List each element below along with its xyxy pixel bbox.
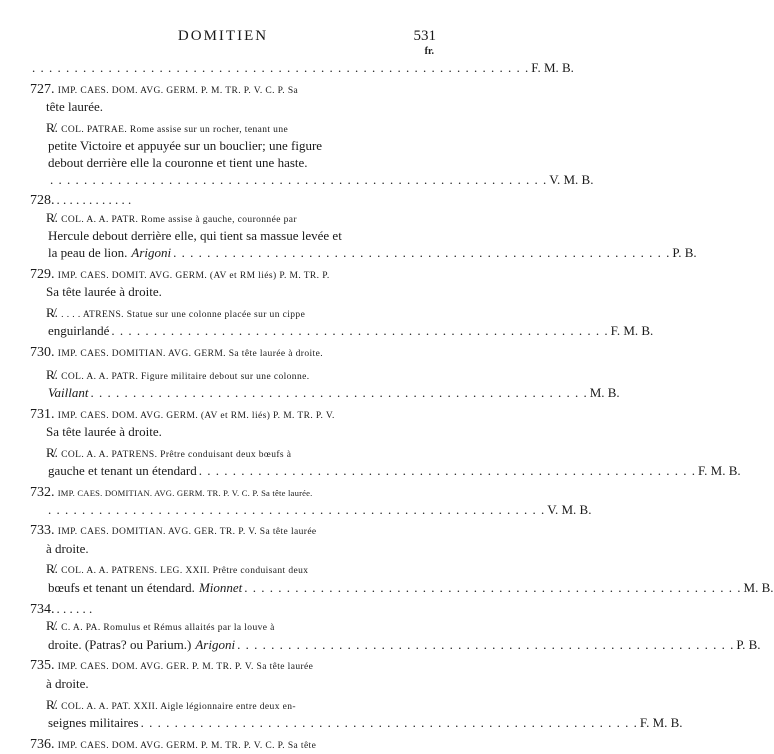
rating-line [30, 501, 592, 519]
reverse-mark: R̸. [46, 561, 58, 577]
rating-line [30, 171, 594, 189]
rating: F. M. B. [531, 60, 574, 75]
obverse-legend: IMP. CAES. DOMITIAN. AVG. GER. TR. P. V. Sa tête laurée [57, 527, 317, 538]
dot-leader [32, 60, 529, 77]
entry-number: 733. [30, 523, 55, 539]
page-title: DOMITIEN [177, 28, 269, 44]
rating-line [30, 636, 761, 654]
entry-727-obverse [30, 81, 402, 100]
page-number: 531 [413, 28, 436, 44]
obverse-legend: IMP. CAES. DOM. AVG. GER. P. M. TR. P. V. Sa tête laurée [57, 662, 314, 673]
dot-leader [244, 580, 741, 597]
reverse-mark: R̸. [46, 119, 58, 135]
entry-730-reverse [30, 367, 402, 386]
entry-number: 729. [30, 266, 55, 282]
entry-number: 735. [30, 658, 55, 674]
rating: F. M. B. [697, 463, 741, 479]
dot-leader [48, 502, 545, 519]
rating-line [30, 715, 683, 732]
citation: Arigoni [131, 244, 172, 260]
entry-731-reverse [30, 445, 402, 464]
dot-leader [111, 323, 608, 340]
obverse-legend: IMP. CAES. DOMIT. AVG. GERM. (AV et RM liés) P. M. TR. P. [57, 270, 330, 281]
entry-733-reverse [30, 561, 402, 580]
corner-note: fr. [424, 46, 434, 57]
reverse-text-cont: gauche et tenant un étendard [48, 463, 197, 479]
obverse-legend-cont: Sa tête laurée à droite. [46, 424, 162, 440]
reverse-text: COL. A. A. PATR. Rome assise à gauche, couronnée par [61, 214, 297, 225]
entry-732-obverse [30, 484, 402, 502]
reverse-mark: R̸. [46, 366, 58, 382]
entry-number: 736. [30, 736, 55, 752]
obverse-legend: IMP. CAES. DOM. AVG. GERM. P. M. TR. P. V. C. P. Sa [57, 85, 299, 96]
obverse-legend: IMP. CAES. DOM. AVG. GERM. (AV et RM. liés) P. M. TR. P. V. [57, 410, 335, 421]
rating: F. M. B. [610, 323, 654, 339]
rating: M. B. [589, 385, 620, 401]
dot-leader [237, 637, 734, 654]
entry-number: 727. [30, 81, 55, 97]
rating-line [30, 323, 654, 340]
rating-line [30, 244, 697, 262]
reverse-text-cont: la peau de lion. [48, 244, 128, 260]
entry-number: 734. [30, 601, 55, 617]
entry-735-reverse [30, 697, 402, 716]
entry-729-obverse [30, 266, 402, 285]
dot-leader: . . . . . . [56, 600, 93, 616]
obverse-legend-cont: à droite. [46, 540, 89, 556]
citation: Mionnet [198, 580, 243, 596]
reverse-text-cont: debout derrière elle la couronne et tient une haste. [48, 154, 308, 170]
reverse-text: COL. PATRAE. Rome assise sur un rocher, tenant une [61, 124, 289, 135]
dot-leader [90, 385, 587, 402]
reverse-text-cont: bœufs et tenant un étendard. [48, 580, 195, 596]
rating: P. B. [672, 244, 697, 260]
dot-leader: . . . . . . . . . . . . [56, 192, 132, 208]
rating: M. B. [743, 580, 774, 596]
reverse-text: COL. A. A. PATRENS. LEG. XXII. Prêtre conduisant deux [61, 566, 309, 577]
citation: Vaillant [48, 385, 89, 401]
entry-number: 732. [30, 485, 55, 501]
reverse-text-cont: seignes militaires [48, 715, 139, 731]
entry-731-obverse [30, 406, 402, 425]
reverse-mark: R̸. [46, 304, 58, 320]
rating-line [30, 580, 774, 597]
obverse-legend: IMP. CAES. DOMITIAN. AVG. GERM. TR. P. V. C. P. Sa tête laurée. [57, 488, 313, 499]
reverse-mark: R̸. [46, 696, 58, 712]
entry-729-reverse [30, 305, 402, 324]
dot-leader [173, 245, 670, 262]
entry-734-number [30, 601, 402, 619]
rating-line [30, 385, 620, 402]
continuation-line [30, 60, 574, 77]
reverse-text: COL. A. A. PATR. Figure militaire debout sur une colonne. [61, 371, 310, 382]
rating: F. M. B. [639, 715, 683, 731]
obverse-legend-cont: tête laurée. [46, 99, 104, 115]
reverse-text: . . . . ATRENS. Statue sur une colonne placée sur un cippe [61, 309, 306, 320]
catalogue-text [30, 60, 774, 754]
reverse-text-cont: Hercule debout derrière elle, qui tient sa massue levée et [48, 228, 342, 244]
entry-736-obverse [30, 736, 402, 754]
reverse-mark: R̸. [46, 444, 58, 460]
entry-number: 728. [30, 193, 55, 209]
reverse-text-cont: droite. (Patras? ou Parium.) [48, 636, 192, 652]
obverse-legend-cont: à droite. [46, 676, 89, 691]
reverse-mark: R̸. [46, 618, 58, 634]
entry-728-reverse [30, 210, 402, 229]
dot-leader [50, 172, 547, 189]
reverse-text: C. A. PA. Romulus et Rémus allaités par la louve à [61, 623, 275, 634]
reverse-text-cont: petite Victoire et appuyée sur un bouclier; une figure [48, 138, 323, 154]
reverse-text: COL. A. A. PAT. XXII. Aigle légionnaire entre deux en- [61, 701, 296, 712]
entry-730-obverse [30, 344, 402, 363]
dot-leader [141, 715, 638, 732]
entry-734-reverse [30, 618, 402, 637]
entry-number: 730. [30, 344, 55, 360]
obverse-legend: IMP. CAES. DOMITIAN. AVG. GERM. Sa tête laurée à droite. [57, 348, 323, 359]
reverse-mark: R̸. [46, 209, 58, 225]
entry-728-number [30, 192, 402, 210]
entry-727-reverse [30, 120, 402, 139]
rating: P. B. [736, 636, 761, 652]
rating: V. M. B. [547, 501, 592, 517]
entry-735-obverse [30, 657, 402, 676]
reverse-text-cont: enguirlandé [48, 323, 110, 339]
dot-leader [199, 463, 696, 480]
obverse-legend-cont: Sa tête laurée à droite. [46, 284, 162, 300]
rating-line [30, 463, 741, 480]
rating: V. M. B. [549, 171, 594, 187]
entry-number: 731. [30, 406, 55, 422]
citation: Arigoni [195, 636, 236, 652]
reverse-text: COL. A. A. PATRENS. Prêtre conduisant deux bœufs à [61, 449, 292, 460]
obverse-legend: IMP. CAES. DOM. AVG. GERM. P. M. TR. P. V. C. P. Sa tête [57, 740, 317, 751]
entry-733-obverse [30, 522, 402, 541]
running-header [0, 28, 446, 57]
